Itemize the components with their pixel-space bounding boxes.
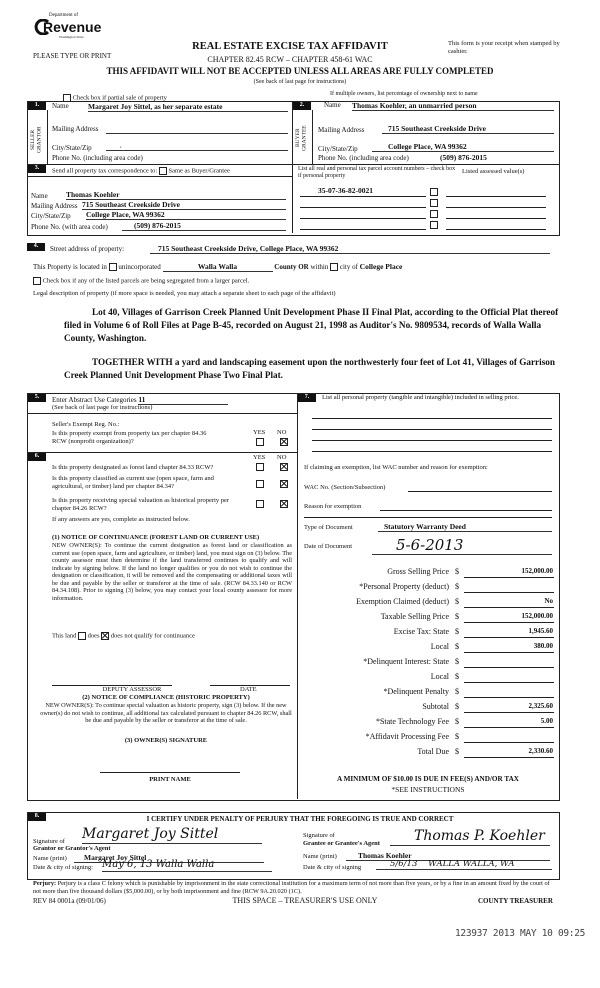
buyer-city-label: City/State/Zip: [318, 145, 358, 153]
exempt-yes-check[interactable]: [256, 438, 264, 446]
grantor-name-label: Name (print): [33, 855, 67, 862]
certify-statement: I CERTIFY UNDER PENALTY OF PERJURY THAT THE FOREGOING IS TRUE AND CORRECT: [146, 815, 454, 823]
sec3-city-label: City/State/Zip: [31, 212, 71, 220]
sec4-number: 4.: [27, 243, 45, 251]
tech-fee-label: *State Technology Fee: [375, 717, 449, 726]
seller-name[interactable]: Margaret Joy Sittel, as her separate estate: [88, 102, 288, 112]
grantor-sig-label: Signature of: [33, 838, 65, 845]
currency-sign: $: [455, 612, 459, 621]
total-label: Total Due: [417, 747, 449, 756]
forest-no-check[interactable]: [280, 463, 288, 471]
sec1-number: 1.: [28, 102, 46, 110]
doc-type[interactable]: Statutory Warranty Deed: [378, 522, 552, 532]
currency-sign: $: [455, 687, 459, 696]
exempt-question: Is this property exempt from property tax per chapter 84.36 RCW (nonprofit organization)?: [52, 430, 207, 445]
logo-name: Revenue: [43, 19, 102, 35]
logo-dept: Department of: [49, 13, 79, 18]
date-label: DATE: [240, 686, 257, 693]
currency-sign: $: [455, 627, 459, 636]
grantor-name[interactable]: Margaret Joy Sittel: [74, 853, 264, 863]
reason-label: Reason for exemption: [304, 503, 362, 510]
within-label: within: [310, 263, 329, 271]
abstract-use-value[interactable]: 11: [138, 395, 228, 405]
notice2-body: NEW OWNER(S): To continue special valuation as historic property, sign (3) below. If the new owner(s) do not wish to continue, all additional tax calculated pursuant to chapter 84.26 RCW, shall be due and payable by the seller or transferor at the time of sale.: [40, 702, 292, 725]
local-label: Local: [430, 642, 449, 651]
deputy-assessor-label: DEPUTY ASSESSOR: [102, 686, 162, 693]
grantee-signature[interactable]: Thomas P. Koehler: [390, 828, 550, 846]
exemption-label: Exemption Claimed (deduct): [356, 597, 449, 606]
doc-date[interactable]: 5-6-2013: [372, 536, 552, 555]
segregated-line: [33, 277, 249, 285]
logo-state: Washington State: [59, 35, 84, 39]
print-name-label: PRINT NAME: [149, 776, 191, 783]
currency-sign: $: [455, 732, 459, 741]
recording-stamp: 123937 2013 MAY 10 09:25: [455, 928, 586, 939]
historical-no-check[interactable]: [280, 500, 288, 508]
forest-yes-check[interactable]: [256, 463, 264, 471]
currency-sign: $: [455, 642, 459, 651]
form-chapters: CHAPTER 82.45 RCW – CHAPTER 458-61 WAC: [207, 55, 373, 64]
sec3-mailing[interactable]: 715 Southeast Creekside Drive: [82, 200, 286, 210]
grantee-name[interactable]: Thomas Koehler: [346, 851, 550, 861]
sec8-number: 8.: [28, 813, 46, 821]
grantee-agent-label: Grantee or Grantee's Agent: [303, 840, 380, 847]
grantor-date-city[interactable]: May 6, 13 Walla Walla: [102, 859, 272, 872]
perjury-label: Perjury:: [33, 880, 57, 887]
taxable-selling-price[interactable]: 152,000.00: [521, 612, 553, 620]
receipt-note: This form is your receipt when stamped by cashier.: [448, 40, 560, 55]
see-instructions: *SEE INSTRUCTIONS: [391, 785, 465, 794]
wac-claim-label: If claiming an exemption, list WAC number and reason for exemption:: [304, 464, 488, 471]
current-use-yes-check[interactable]: [256, 480, 264, 488]
notice1-body: NEW OWNER(S): To continue the current designation as forest land or classification as current use (open space, farm and agriculture, or timber) land, you must sign on (3) below. The county assessor must then determine if the land transferred continues to qualify and will indicate by signing below. If the land no longer qualifies or you do not wish to continue the designation or classification, it will be removed and the compensating or additional taxes will be due and payable by the seller or transferor at the time of sale. (RCW 84.33.140 or RCW 84.34.108). Prior to signing (3) below, you may contact your local county assessor for more information.: [52, 542, 292, 602]
technology-fee[interactable]: 5.00: [540, 717, 553, 725]
grantor-signature[interactable]: Margaret Joy Sittel: [82, 826, 262, 844]
currency-sign: $: [455, 702, 459, 711]
seller-mailing[interactable]: [106, 124, 288, 134]
seller-mailing-label: Mailing Address: [52, 125, 99, 133]
sec3-city[interactable]: College Place, WA 99362: [86, 210, 286, 220]
assessed-header: Listed assessed value(s): [462, 168, 525, 175]
sec5-number: 5.: [28, 394, 46, 402]
seller-city[interactable]: ,: [106, 142, 288, 151]
grantor-date-label: Date & city of signing:: [33, 864, 93, 871]
owner-signature-label: (3) OWNER(S) SIGNATURE: [124, 737, 208, 744]
same-as-buyer-label: Same as Buyer/Grantee: [168, 167, 230, 175]
grantor-agent-label: Grantor or Grantor's Agent: [33, 845, 111, 852]
historical-yes-check[interactable]: [256, 500, 264, 508]
penalty-label: *Delinquent Penalty: [383, 687, 449, 696]
county-treasurer-label: COUNTY TREASURER: [478, 897, 553, 905]
sec3-name[interactable]: Thomas Koehler: [66, 190, 286, 200]
legal-description-1: Lot 40, Villages of Garrison Creek Planned Unit Development Phase II Final Plat, according to the Official Plat thereof filed in Volume 6 of Roll Files at Page B-45, recorded on August 21, 1998 as Auditor's No. 9809534, records of Walla Walla County, Washington.: [64, 307, 559, 344]
segregated-check[interactable]: [33, 277, 41, 285]
sec3-name-label: Name: [31, 192, 48, 200]
street-label: Street address of property:: [50, 245, 125, 253]
located-in-label: This Property is located in: [33, 263, 107, 271]
seller-phone[interactable]: [160, 153, 288, 162]
currency-sign: $: [455, 657, 459, 666]
delinquent-state-label: *Delinquent Interest: State: [363, 657, 449, 666]
perjury-text: Perjury is a class C felony which is punishable by imprisonment in the state correctional institution for a maximum term of not more than five years, or by a fine in an amount fixed by the court of not more than five thousand dollars ($5,000.00), or by both imprisonment and fine (RCW 9A.20.020 (1C).: [33, 880, 550, 895]
buyer-city[interactable]: College Place, WA 99362: [372, 142, 554, 152]
sec3-mailing-label: Mailing Address: [31, 202, 78, 210]
sec5-no-label: NO: [277, 429, 287, 436]
parcel-header: List all real and personal tax parcel account numbers – check box if personal property: [298, 166, 456, 180]
current-use-no-check[interactable]: [280, 480, 288, 488]
unincorporated-label: unincorporated: [118, 263, 161, 271]
personal-property-check[interactable]: [430, 188, 438, 196]
gross-label: Gross Selling Price: [387, 567, 449, 576]
sec6-number: 6.: [28, 453, 46, 461]
notice2-title: (2) NOTICE OF COMPLIANCE (HISTORIC PROPERTY): [82, 694, 250, 701]
city-name[interactable]: College Place: [359, 262, 403, 271]
buyer-phone-label: Phone No. (including area code): [318, 154, 409, 162]
currency-sign: $: [455, 582, 459, 591]
abstract-use-note: (See back of last page for instructions): [52, 404, 153, 411]
does-not-qualify-check[interactable]: [101, 632, 109, 640]
grantee-name-label: Name (print): [303, 853, 337, 860]
sec3-correspondence: [52, 167, 230, 175]
q-historical: Is this property receiving special valuation as historical property per chapter 84.26 RCW?: [52, 497, 230, 512]
does-qualify-check[interactable]: [78, 632, 86, 640]
minimum-note: A MINIMUM OF $10.00 IS DUE IN FEE(S) AND/OR TAX: [337, 775, 519, 783]
see-back-note: (See back of last page for instructions): [253, 79, 347, 85]
sec6-note: If any answers are yes, complete as instructed below.: [52, 516, 190, 523]
sec7-number: 7.: [298, 394, 316, 402]
sec3-phone[interactable]: (509) 876-2015: [122, 221, 286, 231]
sec5-yes-label: YES: [253, 429, 266, 436]
excise-state[interactable]: 1,945.60: [528, 627, 553, 635]
multiple-owners-note: If multiple owners, list percentage of ownership next to name: [330, 91, 478, 97]
print-note: PLEASE TYPE OR PRINT: [33, 52, 112, 60]
buyer-phone[interactable]: (509) 876-2015: [440, 153, 487, 162]
doc-type-label: Type of Document: [304, 524, 353, 531]
does-not-label: does not qualify for continuance: [110, 632, 195, 640]
county-or-label: County OR: [274, 263, 309, 271]
form-title: REAL ESTATE EXCISE TAX AFFIDAVIT: [192, 41, 388, 52]
buyer-mailing-label: Mailing Address: [318, 126, 365, 134]
unincorporated-check[interactable]: [109, 263, 117, 271]
affidavit-fee-label: *Affidavit Processing Fee: [365, 732, 449, 741]
this-land-line: [52, 632, 195, 640]
same-as-buyer-check[interactable]: [159, 167, 167, 175]
partial-sale-label: Check box if partial sale of property: [72, 94, 167, 102]
legal-description-2: TOGETHER WITH a yard and landscaping easement upon the northwesterly four feet of Lot 41, Villages of Garrison Creek Planned Unit Development Phase Two Final Plat.: [64, 357, 555, 381]
notice1-title: (1) NOTICE OF CONTINUANCE (FOREST LAND OR CURRENT USE): [52, 534, 260, 541]
currency-sign: $: [455, 672, 459, 681]
seller-city-label: City/State/Zip: [52, 144, 92, 152]
abstract-use-label: Enter Abstract Use Categories: [52, 396, 137, 404]
buyer-side-label: BUYER GRANTEE: [295, 125, 308, 151]
does-label: does: [87, 632, 100, 640]
buyer-mailing[interactable]: 715 Southeast Creekside Drive: [382, 124, 554, 134]
seller-name-label: Name: [52, 102, 69, 110]
exempt-reg-label: Seller's Exempt Reg. No.:: [52, 421, 120, 428]
street-address[interactable]: 715 Southeast Creekside Drive, College Place, WA 99362: [150, 244, 550, 254]
delinquent-local-label: Local: [430, 672, 449, 681]
exempt-no-check[interactable]: [280, 438, 288, 446]
q-forest: Is this property designated as forest land chapter 84.33 RCW?: [52, 464, 214, 471]
personal-property-label: List all personal property (tangible and intangible) included in selling price.: [322, 394, 519, 401]
gross-selling-price[interactable]: 152,000.00: [521, 567, 553, 575]
buyer-name[interactable]: Thomas Koehler, an unmarried person: [352, 101, 554, 111]
currency-sign: $: [455, 747, 459, 756]
seller-phone-label: Phone No. (including area code): [52, 154, 143, 162]
currency-sign: $: [455, 717, 459, 726]
subtotal[interactable]: 2,325.60: [528, 702, 553, 710]
doc-date-label: Date of Document: [304, 543, 353, 550]
sec3-number: 3.: [28, 165, 46, 173]
perjury-note: [33, 880, 558, 895]
city-of-label: city of: [339, 263, 358, 271]
currency-sign: $: [455, 567, 459, 576]
rev-number: REV 84 0001a (09/01/06): [33, 897, 106, 905]
excise-local[interactable]: 380.00: [533, 642, 553, 650]
segregated-label: Check box if any of the listed parcels are being segregated from a larger parcel.: [42, 277, 250, 285]
exemption-claimed[interactable]: No: [544, 597, 553, 605]
this-land-label: This land: [52, 632, 77, 640]
sec6-no-label: NO: [277, 454, 287, 461]
personal-property-check[interactable]: [430, 221, 438, 229]
currency-sign: $: [455, 597, 459, 606]
wac-number-label: WAC No. (Section/Subsection): [304, 484, 386, 491]
taxable-label: Taxable Selling Price: [380, 612, 449, 621]
grantee-date-label: Date & city of signing: [303, 864, 362, 871]
personal-property-check[interactable]: [430, 199, 438, 207]
city-of-check[interactable]: [330, 263, 338, 271]
total-due[interactable]: 2,330.60: [528, 747, 553, 755]
sec2-number: 2.: [293, 102, 311, 110]
q-current-use: Is this property classified as current use (open space, farm and agricultural, or timber) land per chapter 84.34?: [52, 475, 214, 490]
sec3-phone-label: Phone No. (with area code): [31, 223, 108, 231]
seller-side-label: SELLER GRANTOR: [30, 126, 43, 154]
treasurer-space: THIS SPACE – TREASURER'S USE ONLY: [232, 896, 378, 905]
form-warning: THIS AFFIDAVIT WILL NOT BE ACCEPTED UNLESS ALL AREAS ARE FULLY COMPLETED: [106, 66, 494, 76]
grantee-sig-label: Signature of: [303, 832, 335, 839]
sec3-label: Send all property tax correspondence to:: [52, 167, 158, 175]
excise-state-label: Excise Tax: State: [393, 627, 449, 636]
personal-deduct-label: *Personal Property (deduct): [359, 582, 449, 591]
legal-label: Legal description of property (if more space is needed, you may attach a separate sheet to each page of the affidavit): [33, 290, 336, 297]
county-name[interactable]: Walla Walla: [163, 262, 273, 272]
dor-logo: [33, 13, 102, 39]
sec6-yes-label: YES: [253, 454, 266, 461]
grantee-date-city[interactable]: 5/6/13 WALLA WALLA, WA: [376, 859, 552, 870]
personal-property-check[interactable]: [430, 210, 438, 218]
location-line: [33, 262, 402, 272]
parcel-number[interactable]: 35-07-36-82-0021: [318, 186, 373, 195]
subtotal-label: Subtotal: [422, 702, 449, 711]
buyer-name-label: Name: [324, 101, 341, 109]
